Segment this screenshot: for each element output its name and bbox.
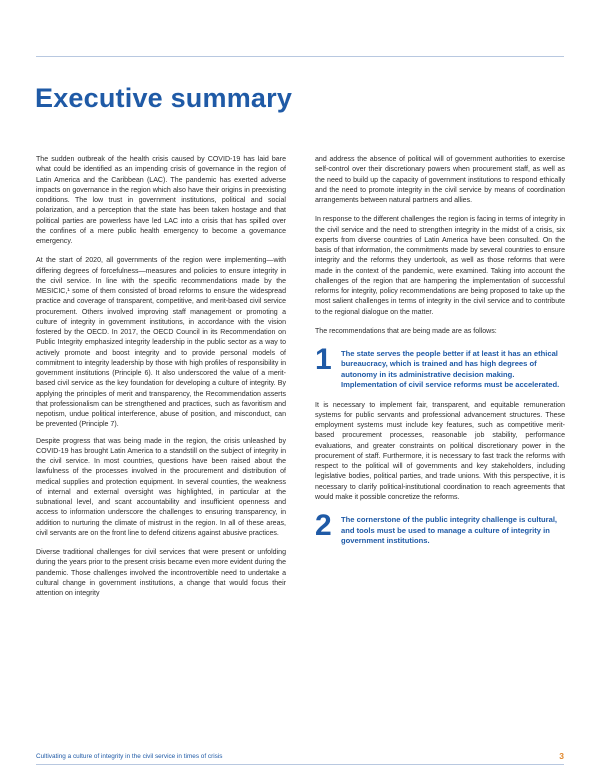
header-rule — [36, 56, 564, 57]
footer-rule — [36, 764, 564, 765]
page-title: Executive summary — [35, 83, 293, 113]
right-column — [315, 155, 565, 556]
recommendation-1 — [315, 343, 565, 391]
paragraph-despite-progress: Despite progress that was being made in the region, the crisis unleashed by COVID-19 has brought Latin America to a standstill on the subject of integrity in the civil service. In most countries, questions have been raised about the lawfulness of the processes involved in the procurement and distribution of medical supplies and protection equipment. In several counties, the weakness of internal and external oversight was highlighted, in particular at the subnational level, and scant accountability and insufficient openness and access to information underscore the challenges to ensuring transparency, in addition to nurturing the climate of mistrust in the region. In all of these areas, civil servants are on the front line to defend citizens against abusive practices. — [36, 437, 286, 537]
paragraph-continuation: and address the absence of political will of government authorities to exercise self-control over their discretionary powers when procurement staff, as well as the need to build up the capacity of government institutions to respond ethically and the need to promote integrity in the civil service by means of coordination arrangements between natural partners and allies. — [315, 156, 565, 204]
recommendation-statement: The state serves the people better if at least it has an ethical bureaucracy, which is trained and has high degrees of autonomy in its administrative decision making. Implementation of civil service reforms must be accelerated. — [341, 349, 560, 390]
left-column — [36, 155, 286, 608]
page-number: 3 — [559, 751, 564, 761]
footer-title: Cultivating a culture of integrity in the civil service in times of crisis — [36, 752, 223, 760]
recommendation-statement: The cornerstone of the public integrity challenge is cultural, and tools must be used to manage a culture of integrity in government institutions. — [341, 515, 558, 545]
recommendation-2 — [315, 509, 565, 546]
paragraph-response: In response to the different challenges the region is facing in terms of integrity in the civil service and the need to strengthen integrity in the midst of a crisis, six experts from diverse countries of Latin America have been consulted. On the basis of that information, the commitments made by several countries to ensure integrity and the reforms they undertook, as well as those reforms that were made in the context of the pandemic, were examined. Taking into account the challenges of the region that are hampering the implementation of successful reforms for integrity, policy recommendations are being proposed to take up the most salient challenges in terms of integrity in the civil service and to contribute to the regional dialogue on the matter. — [315, 216, 565, 316]
paragraph-intro: The sudden outbreak of the health crisis caused by COVID-19 has laid bare what could be identified as an impending crisis of governance in the region of Latin America and the Caribbean (LAC). The pandemic has exerted adverse impacts on governance in the region which also have their origins in preexisting conditions. The low trust in government institutions, political and social polarization, and a perception that the state has been taken hostage and that political parties are powerless have led LAC into a crisis that has spilled over the confines of a mere public health emergency to become a governance emergency. — [36, 156, 286, 245]
recommendation-number: 1 — [315, 343, 332, 376]
recommendation-1-body: It is necessary to implement fair, transparent, and equitable remuneration systems for public servants and professional advancement structures. These employment systems must include key features, such as competitive merit-based procurement processes, reasonable job stability, performance evaluations, and greater constraints on political discretionary power in the procurement of staff. Furthermore, it is necessary to fast track the reforms with respect to the political will of governments and key stakeholders, including legislative bodies, political parties, and trade unions. With this perspective, it is necessary to clarify political-institutional coordination to reach agreements that would make it possible concretize the reforms. — [315, 401, 565, 501]
paragraph-diverse-challenges: Diverse traditional challenges for civil services that were present or unfolding during the years prior to the present crisis became even more evident during the pandemic. Those challenges involved the incontrovertible need to undertake a cultural change in government institutions, a change that would focus their attention on integrity — [36, 549, 286, 597]
footer — [36, 751, 564, 761]
paragraph-recommendations-intro: The recommendations that are being made are as follows: — [315, 327, 497, 335]
recommendation-number: 2 — [315, 509, 332, 543]
paragraph-start-2020: At the start of 2020, all governments of the region were implementing—with differing degrees of forcefulness—measures and policies to ensure integrity in the civil service. In line with the specific recommendations made by the MESICIC,¹ some of them consisted of broad reforms to ensure the widespread practice and coverage of transparent, competitive, and merit-based civil service procurement. Others involved improving staff management or promoting a culture of integrity in government institutions, in accordance with the vision fostered by the OECD. In 2017, the OECD Council in its Recommendation on Public Integrity emphasized integrity leadership in the public sector as a way to actively promote and boost integrity and to provide personal models of commitment to integrity leadership by those with high profiles of responsibility in government institutions (Principle 6). It also underscored the value of a merit-based civil service as the key foundation for developing a culture of integrity. By applying the principles of merit and transparency, the Recommendation asserts that professionalism can be strengthened and practices, such as favoritism and nepotism, undue political interference, abuse of position, and misconduct, can be prevented (Principle 7). — [36, 257, 286, 429]
